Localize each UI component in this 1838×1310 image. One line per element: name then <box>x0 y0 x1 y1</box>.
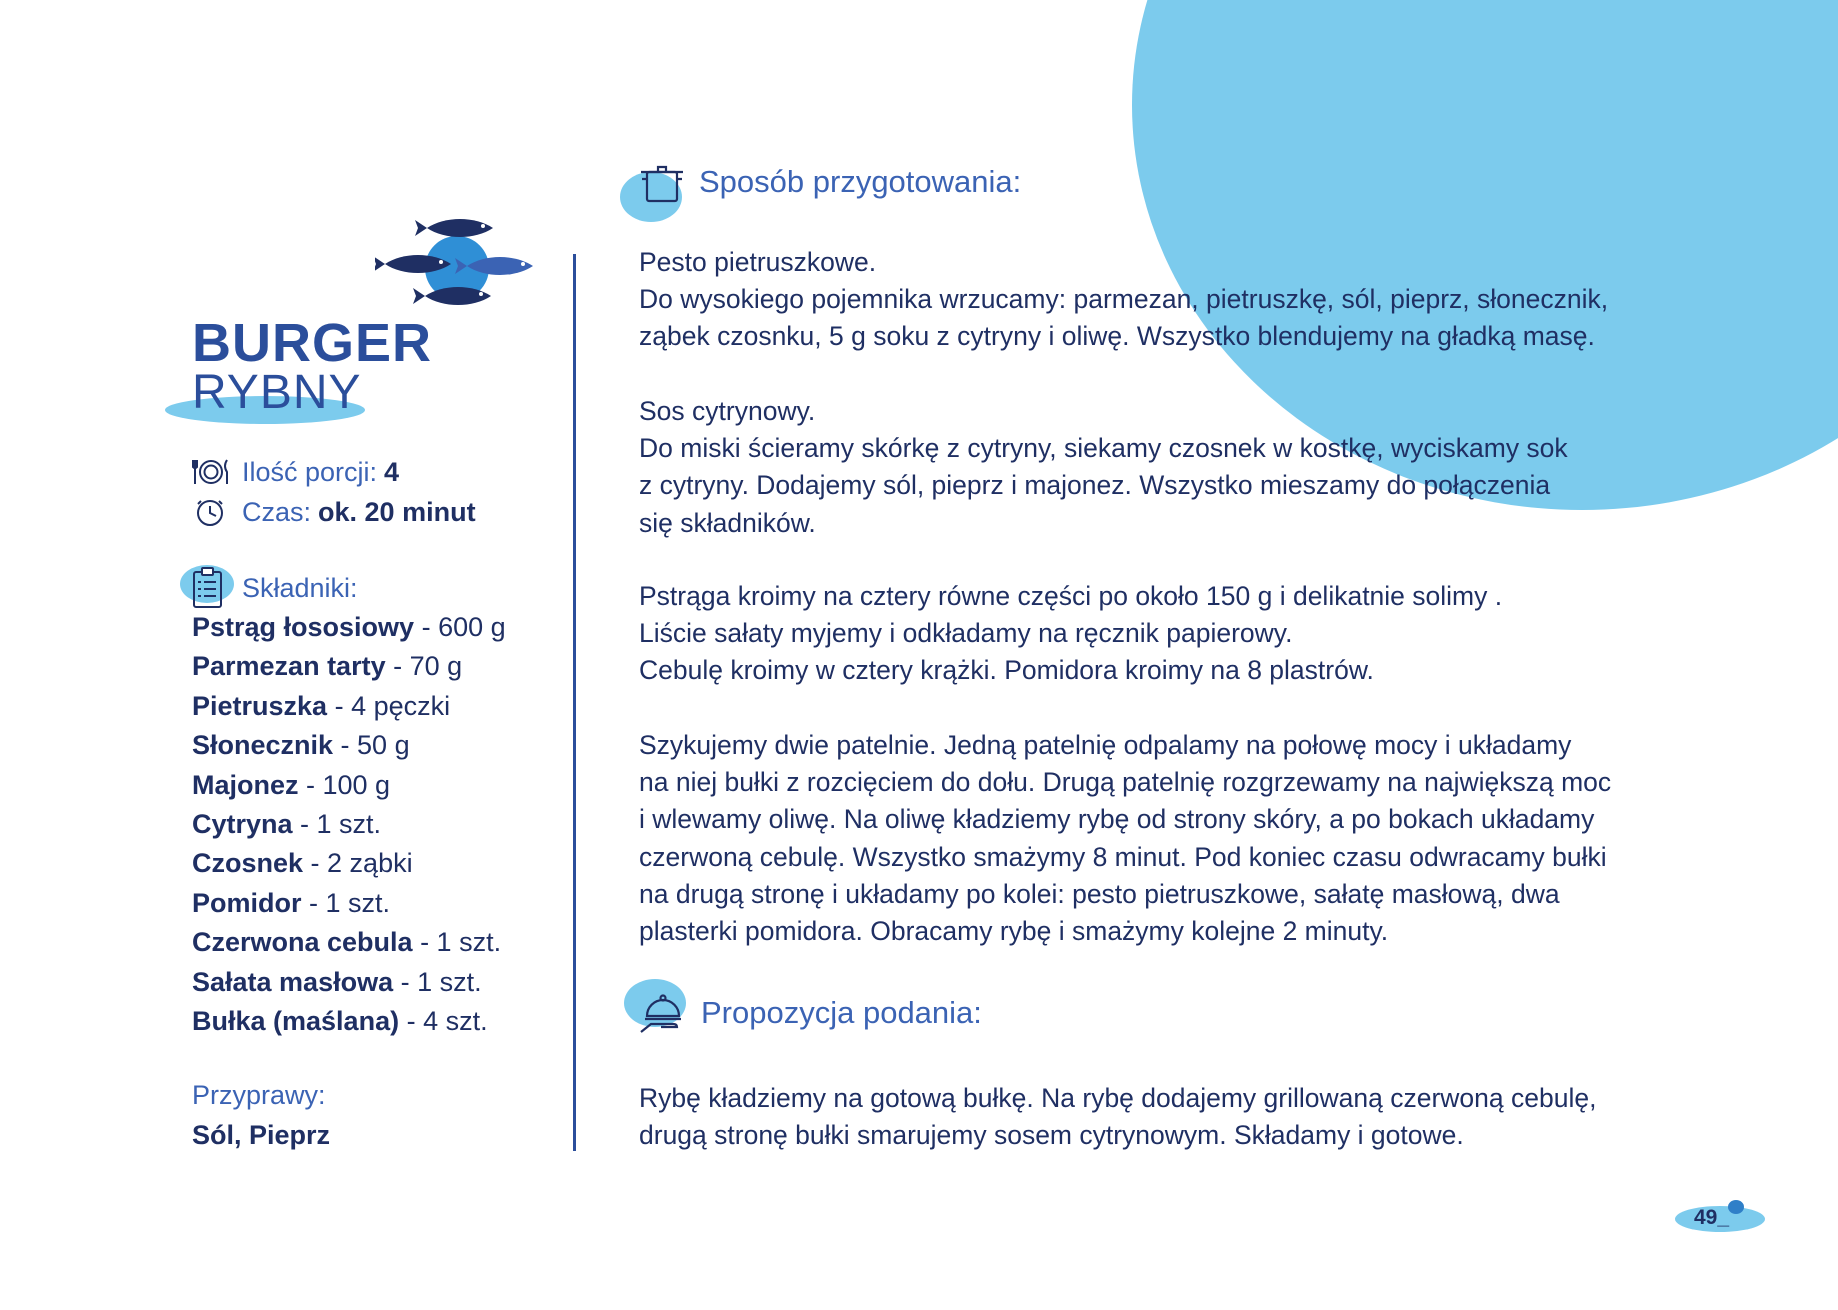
portions-label: Ilość porcji: <box>242 457 378 487</box>
paragraph-line: Pesto pietruszkowe. <box>639 247 877 277</box>
serving-cloche-icon <box>639 990 687 1036</box>
paragraph-line: Do miski ścieramy skórkę z cytryny, siekamy czosnek w kostkę, wyciskamy sok <box>639 433 1568 464</box>
prep-paragraph <box>639 727 1699 950</box>
prep-paragraph <box>639 578 1699 690</box>
paragraph-line: drugą stronę bułki smarujemy sosem cytrynowym. Składamy i gotowe. <box>639 1120 1464 1151</box>
ingredient-amount: - 1 szt. <box>301 887 391 918</box>
paragraph-line: Do wysokiego pojemnika wrzucamy: parmezan, pietruszkę, sól, pieprz, słonecznik, <box>639 284 1609 315</box>
paragraph-line: Szykujemy dwie patelnie. Jedną patelnię odpalamy na połowę mocy i układamy <box>639 730 1572 760</box>
ingredient-name: Pomidor <box>192 887 302 918</box>
ingredient-name: Czosnek <box>192 848 304 879</box>
ingredient-name: Czerwona cebula <box>192 927 413 958</box>
ingredients-heading-label: Składniki: <box>242 572 358 603</box>
paragraph-line: Sos cytrynowy. <box>639 396 816 426</box>
clipboard-list-icon <box>192 567 224 609</box>
paragraph-line: z cytryny. Dodajemy sól, pieprz i majonez. Wszystko mieszamy do połączenia <box>639 470 1551 501</box>
spices-heading: Przyprawy: <box>192 1080 326 1110</box>
paragraph-line: i wlewamy oliwę. Na oliwę kładziemy rybę od strony skóry, a po bokach układamy <box>639 804 1595 835</box>
list-item <box>192 726 506 765</box>
preparation-heading <box>639 159 1021 205</box>
time-row <box>192 493 476 531</box>
time-value: ok. 20 minut <box>318 497 476 527</box>
ingredient-name: Parmezan tarty <box>192 651 386 682</box>
ingredient-amount: - 70 g <box>385 651 463 682</box>
serving-heading <box>639 990 982 1036</box>
ingredient-amount: - 1 szt. <box>292 809 382 840</box>
list-item <box>192 805 506 844</box>
list-item <box>192 647 506 686</box>
paragraph-line: się składników. <box>639 507 816 538</box>
ingredient-name: Majonez <box>192 769 299 800</box>
list-item <box>192 687 506 726</box>
ingredient-amount: - 1 szt. <box>393 966 482 997</box>
recipe-title: BURGER <box>192 313 433 373</box>
paragraph-line: Pstrąga kroimy na cztery równe części po około 150 g i delikatnie solimy . <box>639 581 1503 611</box>
paragraph-line: na drugą stronę i układamy po kolei: pesto pietruszkowe, sałatę masłową, dwa <box>639 878 1560 909</box>
paragraph-line: Rybę kładziemy na gotową bułkę. Na rybę dodajemy grillowaną czerwoną cebulę, <box>639 1083 1597 1113</box>
ingredient-name: Bułka (maślana) <box>192 1006 400 1037</box>
ingredients-list <box>192 608 506 1041</box>
ingredients-heading <box>192 567 358 609</box>
clock-icon <box>192 497 230 527</box>
paragraph-line: Cebulę kroimy w cztery krążki. Pomidora kroimy na 8 plastrów. <box>639 655 1374 686</box>
serving-heading-label: Propozycja podania: <box>701 995 982 1030</box>
list-item <box>192 1002 506 1041</box>
time-label: Czas: <box>242 497 312 527</box>
list-item <box>192 608 506 647</box>
ingredient-name: Pietruszka <box>192 690 328 721</box>
paragraph-line: ząbek czosnku, 5 g soku z cytryny i oliwę. Wszystko blendujemy na gładką masę. <box>639 321 1595 352</box>
column-divider <box>573 254 576 1151</box>
ingredient-amount: - 4 szt. <box>399 1006 488 1037</box>
ingredient-name: Cytryna <box>192 809 293 840</box>
cooking-pot-icon <box>639 159 685 205</box>
page-number: 49_ <box>1694 1206 1730 1229</box>
spices-value: Sól, Pieprz <box>192 1120 331 1150</box>
paragraph-line: czerwoną cebulę. Wszystko smażymy 8 minut. Pod koniec czasu odwracamy bułki <box>639 841 1607 872</box>
ingredient-amount: - 4 pęczki <box>327 690 451 721</box>
ingredient-name: Słonecznik <box>192 730 334 761</box>
recipe-subtitle: RYBNY <box>192 366 362 419</box>
ingredient-name: Pstrąg łososiowy <box>192 612 415 642</box>
portions-value: 4 <box>384 457 400 487</box>
fish-illustration <box>375 218 545 318</box>
paragraph-line: Liście sałaty myjemy i odkładamy na ręcznik papierowy. <box>639 618 1293 649</box>
ingredient-amount: - 600 g <box>414 612 506 642</box>
list-item <box>192 766 506 805</box>
prep-paragraph <box>639 393 1699 542</box>
paragraph-line: na niej bułki z rozcięciem do dołu. Drugą patelnię rozgrzewamy na największą moc <box>639 767 1612 798</box>
list-item <box>192 963 506 1002</box>
plate-cutlery-icon <box>192 457 230 487</box>
list-item <box>192 844 506 883</box>
ingredient-amount: - 2 ząbki <box>303 848 413 879</box>
ingredient-amount: - 1 szt. <box>412 927 502 958</box>
fish-icon <box>415 219 493 237</box>
page-number-dot <box>1728 1200 1744 1214</box>
preparation-heading-label: Sposób przygotowania: <box>699 164 1022 199</box>
ingredient-amount: - 100 g <box>298 769 391 800</box>
list-item <box>192 884 506 923</box>
ingredient-amount: - 50 g <box>333 730 410 761</box>
ingredient-name: Sałata masłowa <box>192 966 394 997</box>
list-item <box>192 923 506 962</box>
paragraph-line: plasterki pomidora. Obracamy rybę i smażymy kolejne 2 minuty. <box>639 916 1389 947</box>
serving-paragraph <box>639 1080 1699 1154</box>
portions-row <box>192 453 399 491</box>
prep-paragraph <box>639 244 1699 356</box>
